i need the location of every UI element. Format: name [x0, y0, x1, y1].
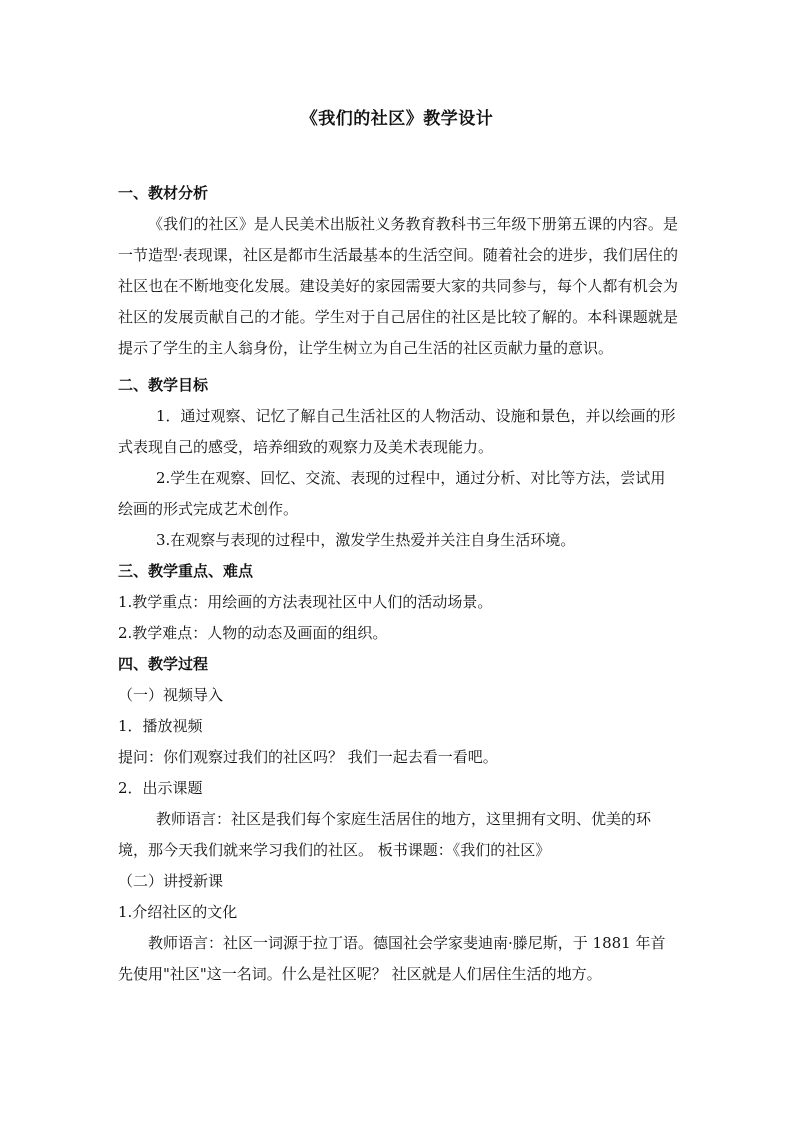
goal-item-3: 3.在观察与表现的过程中，激发学生热爱并关注自身生活环境。: [156, 531, 576, 549]
key-point-item-1: 1.教学重点：用绘画的方法表现社区中人们的活动场景。: [118, 593, 493, 611]
process-sub1-teacher-speech: 教师语言：社区是我们每个家庭生活居住的地方，这里拥有文明、优美的环境，那今天我们就来学习我们的社区。 板书课题：《我们的社区》: [118, 810, 652, 859]
goal-item-2: 2.学生在观察、回忆、交流、表现的过程中，通过分析、对比等方法，尝试用绘画的形式完成艺术创作。: [118, 469, 666, 518]
process-sub1-question: 提问：你们观察过我们的社区吗？ 我们一起去看一看吧。: [118, 748, 498, 766]
document-title: 《我们的社区》教学设计: [300, 109, 494, 129]
process-sub-heading-1: （一）视频导入: [118, 686, 224, 704]
process-sub2-item-1: 1.介绍社区的文化: [118, 903, 238, 921]
process-sub1-item-2: 2．出示课题: [118, 779, 203, 797]
process-sub1-item-1: 1．播放视频: [118, 717, 203, 735]
analysis-paragraph: 《我们的社区》是人民美术出版社义务教育教科书三年级下册第五课的内容。是一节造型·表现课，社区是都市生活最基本的生活空间。随着社会的进步，我们居住的社区也在不断地变化发展。建设美好的家园需要大家的共同参与，每个人都有机会为社区的发展贡献自己的才能。学生对于自己居住的社区是比较了解的。本科课题就是提示了学生的主人翁身份，让学生树立为自己生活的社区贡献力量的意识。: [118, 215, 678, 357]
section-heading-key-points: 三、教学重点、难点: [118, 562, 254, 580]
process-sub-heading-2: （二）讲授新课: [118, 872, 224, 890]
goal-item-1: 1．通过观察、记忆了解自己生活社区的人物活动、设施和景色，并以绘画的形式表现自己的感受，培养细致的观察力及美术表现能力。: [118, 407, 676, 456]
section-heading-analysis: 一、教材分析: [118, 184, 209, 202]
section-heading-goals: 二、教学目标: [118, 376, 209, 394]
section-heading-process: 四、教学过程: [118, 655, 209, 673]
document-body: [118, 178, 678, 990]
key-point-item-2: 2.教学难点：人物的动态及画面的组织。: [118, 624, 388, 642]
process-sub2-teacher-speech: 教师语言：社区一词源于拉丁语。德国社会学家斐迪南·滕尼斯，于 1881 年首先使用"社区"这一名词。什么是社区呢？ 社区就是人们居住生活的地方。: [118, 934, 666, 983]
